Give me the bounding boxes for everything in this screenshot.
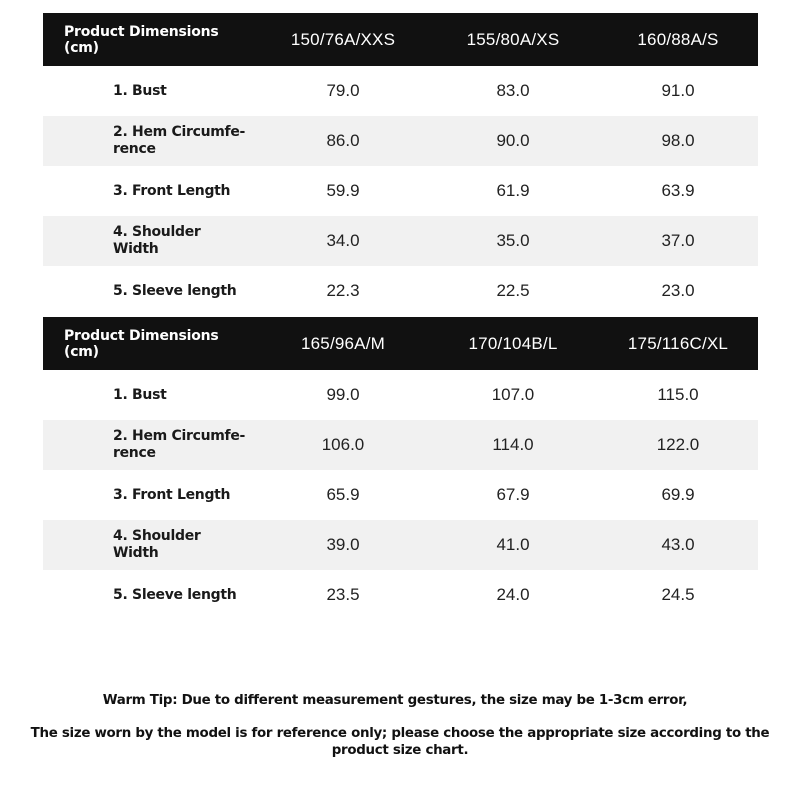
measurement-value: 86.0 [326, 131, 360, 150]
measurement-value: 43.0 [661, 535, 695, 554]
header-label: Product Dimensions (cm) [64, 23, 219, 56]
size-chart-table-2 [43, 317, 758, 620]
measurement-label: 2. Hem Circumfe-rence [113, 428, 246, 461]
measurement-value: 63.9 [661, 181, 695, 200]
measurement-label: 2. Hem Circumfe-rence [113, 124, 246, 157]
measurement-value: 61.9 [496, 181, 530, 200]
measurement-value: 98.0 [661, 131, 695, 150]
measurement-label: 5. Sleeve length [113, 282, 237, 299]
measurement-row-front-length [43, 470, 758, 520]
measurement-value: 23.0 [661, 281, 695, 300]
measurement-value: 22.3 [326, 281, 360, 300]
measurement-label: 4. Shoulder Width [113, 528, 201, 561]
measurement-value: 39.0 [326, 535, 360, 554]
measurement-label: 4. Shoulder Width [113, 224, 201, 257]
size-reference-note: The size worn by the model is for reference only; please choose the appropriate size according to the product size chart. [30, 726, 770, 758]
size-column-header: 175/116C/XL [627, 333, 729, 353]
measurement-value: 41.0 [496, 535, 530, 554]
measurement-row-hem [43, 116, 758, 166]
measurement-value: 24.5 [661, 585, 695, 604]
measurement-value: 34.0 [326, 231, 360, 250]
measurement-row-sleeve [43, 570, 758, 620]
measurement-row-hem [43, 420, 758, 470]
measurement-label: 1. Bust [113, 386, 167, 403]
measurement-value: 65.9 [326, 485, 360, 504]
measurement-row-front-length [43, 166, 758, 216]
measurement-row-shoulder [43, 520, 758, 570]
measurement-label: 5. Sleeve length [113, 586, 237, 603]
measurement-value: 24.0 [496, 585, 530, 604]
table-header-row [43, 317, 758, 370]
size-column-header: 165/96A/M [300, 333, 386, 353]
measurement-value: 99.0 [326, 385, 360, 404]
measurement-value: 79.0 [326, 81, 360, 100]
measurement-row-sleeve [43, 266, 758, 316]
size-column-header: 150/76A/XXS [290, 29, 396, 49]
measurement-label: 3. Front Length [113, 182, 231, 199]
measurement-value: 59.9 [326, 181, 360, 200]
size-column-header: 155/80A/XS [466, 29, 560, 49]
measurement-row-shoulder [43, 216, 758, 266]
measurement-value: 115.0 [657, 385, 699, 404]
measurement-value: 91.0 [661, 81, 695, 100]
size-chart-table-1 [43, 13, 758, 316]
size-column-header: 160/88A/S [637, 29, 719, 49]
measurement-value: 107.0 [491, 385, 535, 404]
measurement-value: 37.0 [661, 231, 695, 250]
measurement-value: 69.9 [661, 485, 695, 504]
measurement-row-bust [43, 66, 758, 116]
table-header-row [43, 13, 758, 66]
measurement-value: 83.0 [496, 81, 530, 100]
measurement-value: 35.0 [496, 231, 530, 250]
measurement-value: 106.0 [321, 435, 365, 454]
measurement-label: 1. Bust [113, 82, 167, 99]
measurement-value: 67.9 [496, 485, 530, 504]
header-label: Product Dimensions (cm) [64, 327, 219, 360]
warm-tip-text: Warm Tip: Due to different measurement gestures, the size may be 1-3cm error, [102, 693, 688, 708]
measurement-value: 90.0 [496, 131, 530, 150]
measurement-value: 23.5 [326, 585, 360, 604]
measurement-value: 114.0 [492, 435, 534, 454]
size-column-header: 170/104B/L [468, 333, 558, 353]
measurement-value: 122.0 [656, 435, 700, 454]
measurement-value: 22.5 [496, 281, 530, 300]
measurement-row-bust [43, 370, 758, 420]
measurement-label: 3. Front Length [113, 486, 231, 503]
